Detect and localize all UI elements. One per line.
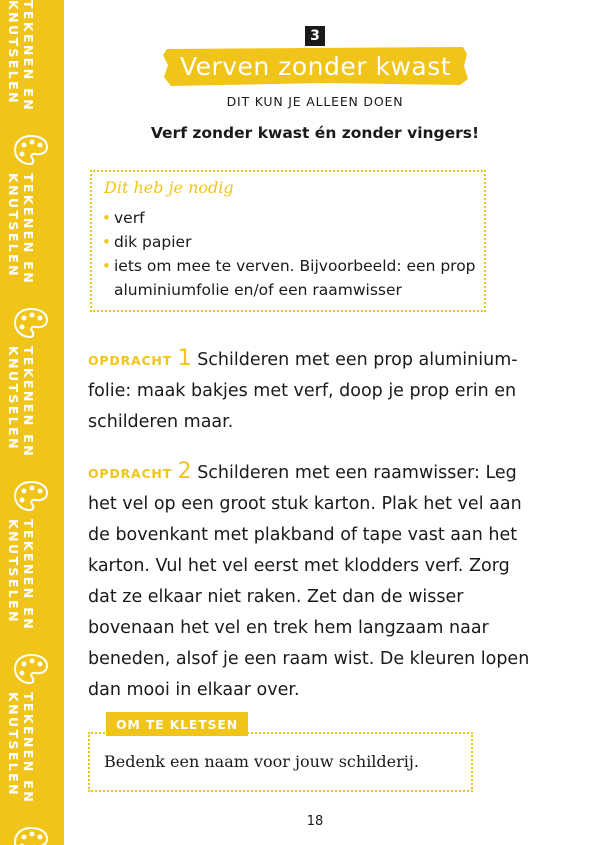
side-strip-unit bbox=[0, 692, 64, 845]
palette-icon bbox=[12, 825, 50, 845]
side-strip-label: TEKENEN EN KNUTSELEN bbox=[6, 519, 36, 632]
task-number: 1 bbox=[177, 346, 192, 371]
task-text: Schilderen met een raamwisser: Leg het vel op een groot stuk karton. Plak het vel aan de bovenkant met plakband of tape vast aan het karton. Vul het vel eerst met klodders verf. Zorg dat ze elkaar niet raken. Zet dan de wisser bovenaan het vel en trek hem langzaam naar beneden, alsof je een raam wist. De kleuren lopen dan mooi in elkaar over. bbox=[88, 463, 530, 700]
materials-title: Dit heb je nodig bbox=[104, 178, 234, 197]
task-label: OPDRACHT bbox=[88, 353, 173, 368]
side-strip-column bbox=[0, 0, 64, 845]
page-subtitle: DIT KUN JE ALLEEN DOEN bbox=[226, 94, 404, 109]
side-strip-label: TEKENEN EN KNUTSELEN bbox=[6, 0, 36, 113]
side-strip-unit bbox=[0, 0, 64, 173]
side-strip bbox=[0, 0, 64, 845]
side-strip-label: TEKENEN EN KNUTSELEN bbox=[6, 173, 36, 286]
materials-item-text: verf bbox=[114, 209, 145, 227]
side-strip-label: TEKENEN EN KNUTSELEN bbox=[6, 346, 36, 459]
page-tagline: Verf zonder kwast én zonder vingers! bbox=[150, 124, 480, 142]
palette-icon bbox=[12, 306, 50, 340]
bullet-icon: • bbox=[102, 209, 111, 227]
side-strip-unit bbox=[0, 173, 64, 346]
materials-item bbox=[102, 206, 482, 230]
materials-item bbox=[102, 230, 482, 254]
palette-icon bbox=[12, 652, 50, 686]
activity-number-badge: 3 bbox=[305, 26, 325, 46]
bullet-icon: • bbox=[102, 257, 111, 275]
side-strip-unit bbox=[0, 346, 64, 519]
side-strip-label: TEKENEN EN KNUTSELEN bbox=[6, 692, 36, 805]
materials-item bbox=[102, 254, 482, 302]
page-title: Verven zonder kwast bbox=[179, 51, 452, 81]
palette-icon bbox=[12, 133, 50, 167]
bullet-icon: • bbox=[102, 233, 111, 251]
side-strip-unit bbox=[0, 519, 64, 692]
talk-text: Bedenk een naam voor jouw schilderij. bbox=[104, 752, 419, 771]
materials-box bbox=[90, 170, 486, 312]
talk-label: OM TE KLETSEN bbox=[106, 712, 248, 736]
page-title-banner bbox=[163, 46, 468, 86]
task-number: 2 bbox=[177, 459, 192, 484]
materials-list bbox=[102, 206, 482, 302]
materials-item-text: dik papier bbox=[114, 233, 192, 251]
materials-item-text: iets om mee te verven. Bijvoorbeeld: een prop aluminiumfolie en/of een raamwisser bbox=[114, 257, 476, 299]
page-number: 18 bbox=[306, 814, 324, 829]
task-text: Schilderen met een prop aluminium-folie: maak bakjes met verf, doop je prop erin en schilderen maar. bbox=[88, 350, 518, 432]
task-2 bbox=[88, 456, 538, 706]
task-label: OPDRACHT bbox=[88, 466, 173, 481]
palette-icon bbox=[12, 479, 50, 513]
task-1 bbox=[88, 343, 538, 438]
